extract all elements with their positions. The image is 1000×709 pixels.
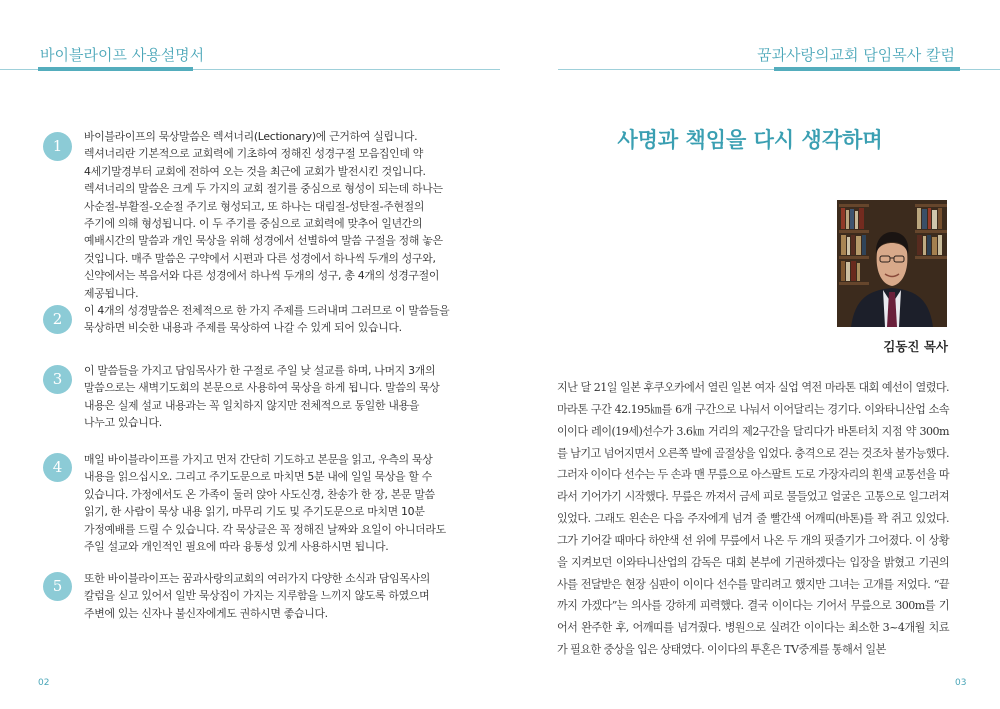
right-header-title: 꿈과사랑의교회 담임목사 칼럼 <box>757 46 955 64</box>
step-text: 이 4개의 성경말씀은 전체적으로 한 가지 주제를 드러내며 그러므로 이 말씀들을 묵상하면 비슷한 내용과 주제를 묵상하여 나갈 수 있게 되어 있습니다. <box>84 304 450 335</box>
step-text: 매일 바이블라이프를 가지고 먼저 간단히 기도하고 본문을 읽고, 우측의 묵상 내용을 읽으십시오. 그리고 주기도문으로 마치면 5분 내에 일일 묵상을 할 수 있습니다. 가정에서도 온 가족이 둘러 앉아 사도신경, 찬송가 한 장, 본문 말씀 읽기, 한 사람이 묵상 내용 읽기, 마무리 기도 및 주기도문으로 마치면 10분 가정예배를 드릴 수 있습니다. 각 묵상글은 꼭 정해진 날짜와 요일이 아니더라도 주일 설교와 개인적인 필요에 따라 융통성 있게 사용하시면 됩니다. <box>84 453 446 554</box>
column-title: 사명과 책임을 다시 생각하며 <box>617 128 883 152</box>
step-number-badge: 1 <box>43 132 72 161</box>
left-header-accent <box>38 67 193 71</box>
author-portrait-image <box>837 200 947 327</box>
step-number-badge: 5 <box>43 572 72 601</box>
step-number-badge: 3 <box>43 365 72 394</box>
author-photo <box>837 200 947 327</box>
step-text: 또한 바이블라이프는 꿈과사랑의교회의 여러가지 다양한 소식과 담임목사의 칼럼을 싣고 있어서 일반 묵상집이 가지는 지루함을 느끼지 않도록 하였으며 주변에 있는 신자나 불신자에게도 권하시면 좋습니다. <box>84 572 431 620</box>
left-page-number: 02 <box>38 678 50 688</box>
column-body: 지난 달 21일 일본 후쿠오카에서 열린 일본 여자 실업 역전 마라톤 대회 예선이 열렸다. 마라톤 구간 42.195㎞를 6개 구간으로 나눠서 이어달리는 경기다. 이와타니산업 소속 이이다 레이(19세)선수가 3.6㎞ 거리의 제2구간을 달리다가 바톤터치 지점 약 300m를 남기고 넘어지면서 오른쪽 발에 골절상을 입었다. 충격으로 걷는 것조차 불가능했다. 그러자 이이다 선수는 두 손과 맨 무릎으로 아스팔트 도로 가장자리의 흰색 교통선을 따라서 기어가기 시작했다. 무릎은 까져서 금세 피로 물들었고 얼굴은 고통으로 일그러져 있었다. 그래도 왼손은 다음 주자에게 넘겨 줄 빨간색 어깨띠(바톤)를 꽉 쥐고 있었다. 그가 기어갈 때마다 하얀색 선 위에 무릎에서 나온 두 개의 핏줄기가 그어졌다. 이 상황을 지켜보던 이와타니산업의 감독은 대회 본부에 기권하겠다는 입장을 밝혔고 기권의사를 전달받은 현장 심판이 이이다 선수를 말리려고 했지만 그녀는 고개를 저었다. “끝까지 가겠다”는 의사를 강하게 피력했다. 결국 이이다는 기어서 무릎으로 300m를 기어서 완주한 후, 어깨띠를 넘겨줬다. 병원으로 실려간 이이다는 최소한 3~4개월 치료가 필요한 중상을 입은 상태였다. 이이다의 투혼은 TV중계를 통해서 일본 <box>557 381 949 657</box>
right-header-accent <box>774 67 960 71</box>
right-page <box>500 0 1000 709</box>
author-name: 김동진 목사 <box>883 339 948 354</box>
left-header-title: 바이블라이프 사용설명서 <box>40 46 205 64</box>
step-number-badge: 2 <box>43 305 72 334</box>
right-page-number: 03 <box>955 678 967 688</box>
step-text: 바이블라이프의 묵상말씀은 렉셔너리(Lectionary)에 근거하여 실립니다. 렉셔너리란 기본적으로 교회력에 기초하여 정해진 성경구절 모음집인데 약 4세기말경부터 교회에 전하여 오는 것을 최근에 교회가 발전시킨 것입니다. 렉셔너리의 말씀은 크게 두 가지의 교회 절기를 중심으로 형성이 되는데 하나는 사순절-부활절-오순절 주기로 형성되고, 또 하나는 대림절-성탄절-주현절의 주기에 의해 형성됩니다. 이 두 주기를 중심으로 교회력에 맞추어 일년간의 예배시간의 말씀과 개인 묵상을 위해 성경에서 선별하여 말씀 구절을 정해 놓은 것입니다. 매주 말씀은 구약에서 시편과 다른 성경에서 하나씩 두개의 성구와, 신약에서는 복음서와 다른 성경에서 하나씩 두개의 성구, 총 4개의 성경구절이 제공됩니다. <box>84 130 443 300</box>
step-text: 이 말씀들을 가지고 담임목사가 한 구절로 주일 낮 설교를 하며, 나머지 3개의 말씀으로는 새벽기도회의 본문으로 사용하여 묵상을 하게 됩니다. 말씀의 묵상 내용은 실제 설교 내용과는 꼭 일치하지 않지만 전체적으로 동일한 내용을 나누고 있습니다. <box>84 364 440 430</box>
step-number-badge: 4 <box>43 453 72 482</box>
